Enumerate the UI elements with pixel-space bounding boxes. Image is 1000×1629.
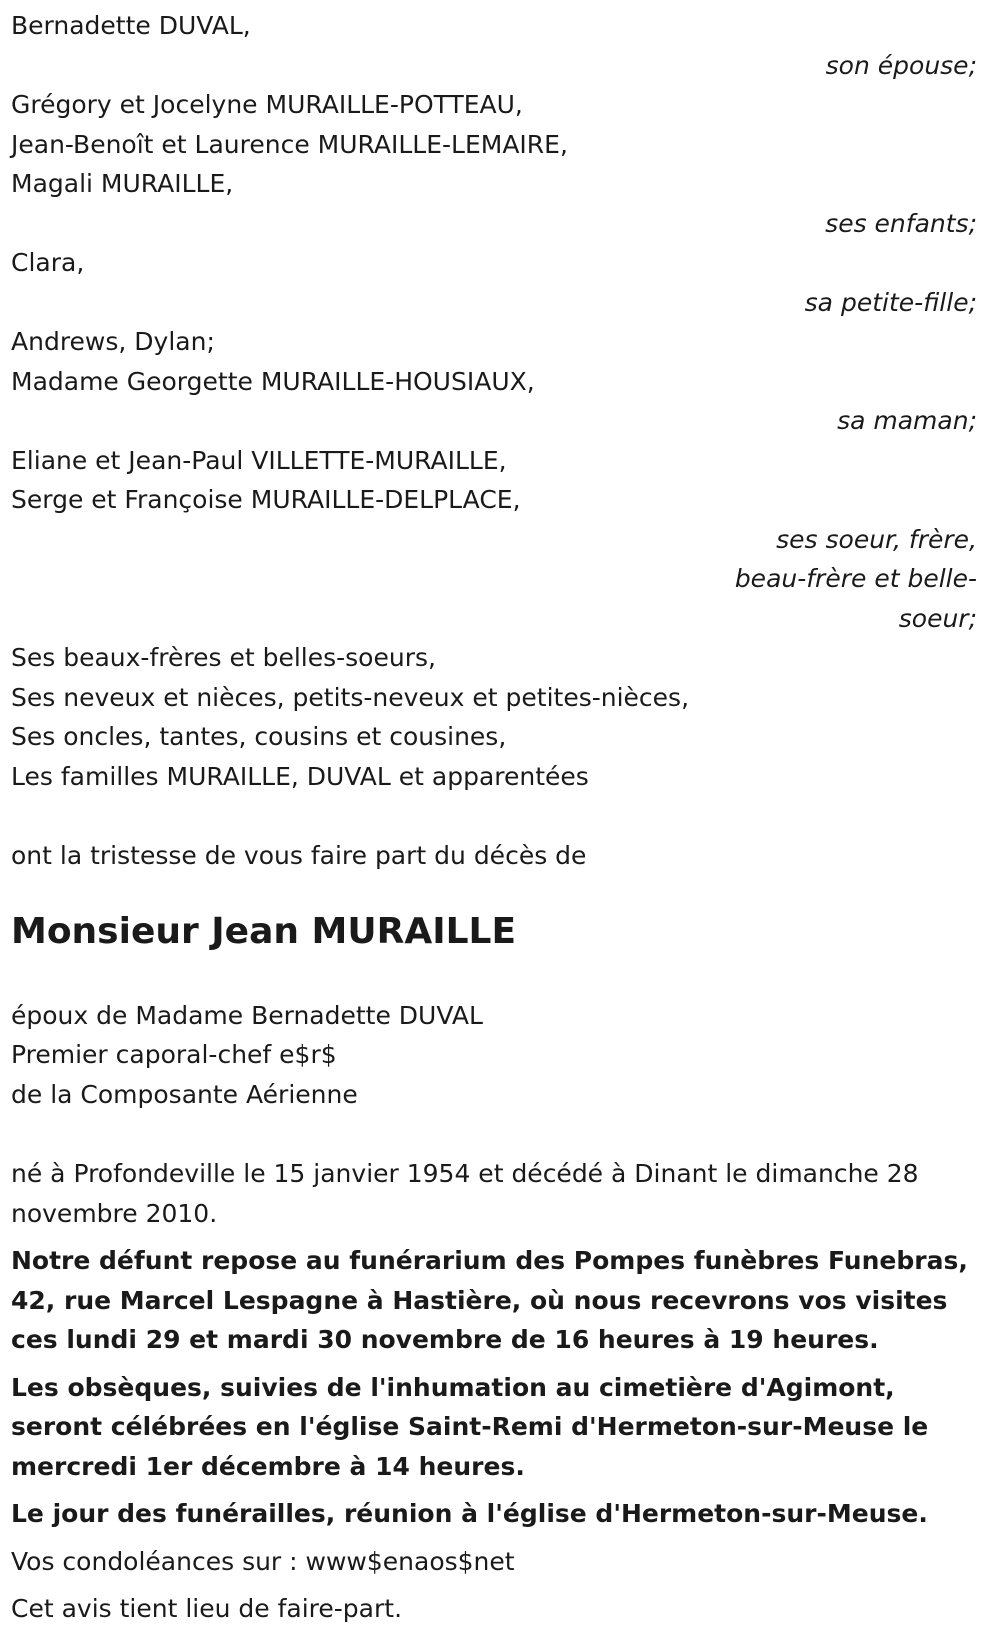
family-name-line: Grégory et Jocelyne MURAILLE-POTTEAU, [11, 90, 523, 119]
family-name-line: Serge et Françoise MURAILLE-DELPLACE, [11, 485, 521, 514]
relation-label: ses enfants; [825, 208, 977, 238]
relation-label: sa maman; [837, 406, 977, 435]
relation-label: beau-frère et belle- [734, 564, 977, 593]
relation-label: soeur; [898, 603, 977, 633]
deceased-details [11, 996, 977, 1115]
detail-line: Premier caporal-chef e$r$ [11, 1040, 337, 1069]
family-name-line: Magali MURAILLE, [11, 169, 234, 198]
meeting-text: Le jour des funérailles, réunion à l'église d'Hermeton-sur-Meuse. [11, 1499, 928, 1528]
family-name-line: Andrews, Dylan; [11, 327, 215, 356]
family-name-line: Eliane et Jean-Paul VILLETTE-MURAILLE, [11, 445, 507, 475]
detail-line: époux de Madame Bernadette DUVAL [11, 1000, 483, 1030]
family-name-line: Jean-Benoît et Laurence MURAILLE-LEMAIRE, [11, 129, 568, 159]
closing-text: Cet avis tient lieu de faire-part. [11, 1594, 403, 1623]
family-name-line: Bernadette DUVAL, [11, 11, 251, 40]
funeral-text: Les obsèques, suivies de l'inhumation au cimetière d'Agimont, seront célébrées en l'église Saint-Remi d'Hermeton-sur-Meuse le mercredi 1er décembre à 14 heures. [11, 1372, 929, 1481]
relation-label: sa petite-fille; [804, 287, 977, 317]
family-group-children [11, 85, 977, 243]
extended-family-line: Les familles MURAILLE, DUVAL et apparentées [11, 761, 589, 791]
family-group-siblings [11, 441, 977, 639]
condolences-text: Vos condoléances sur : www$enaos$net [11, 1546, 515, 1576]
relation-label: son épouse; [825, 50, 977, 80]
intro-text: ont la tristesse de vous faire part du décès de [11, 841, 587, 870]
relation-label: ses soeur, frère, [776, 524, 977, 554]
birth-death-text: né à Profondeville le 15 janvier 1954 et décédé à Dinant le dimanche 28 novembre 2010. [11, 1159, 919, 1228]
obituary-notice [11, 6, 977, 1629]
extended-family-line: Ses oncles, tantes, cousins et cousines, [11, 722, 507, 751]
family-group-granddaughter [11, 243, 977, 322]
visitation-text: Notre défunt repose au funérarium des Pompes funèbres Funebras, 42, rue Marcel Lespagne à Hastière, où nous recevrons vos visites ces lundi 29 et mardi 30 novembre de 16 heures à 19 heures. [11, 1246, 968, 1354]
deceased-name: Monsieur Jean MURAILLE [11, 910, 517, 952]
family-name-line: Madame Georgette MURAILLE-HOUSIAUX, [11, 366, 535, 396]
extended-family [11, 638, 977, 796]
family-group-spouse [11, 6, 977, 85]
extended-family-line: Ses beaux-frères et belles-soeurs, [11, 643, 436, 672]
detail-line: de la Composante Aérienne [11, 1079, 358, 1109]
family-name-line: Clara, [11, 248, 85, 277]
family-group-mother [11, 322, 977, 441]
extended-family-line: Ses neveux et nièces, petits-neveux et petites-nièces, [11, 682, 690, 712]
